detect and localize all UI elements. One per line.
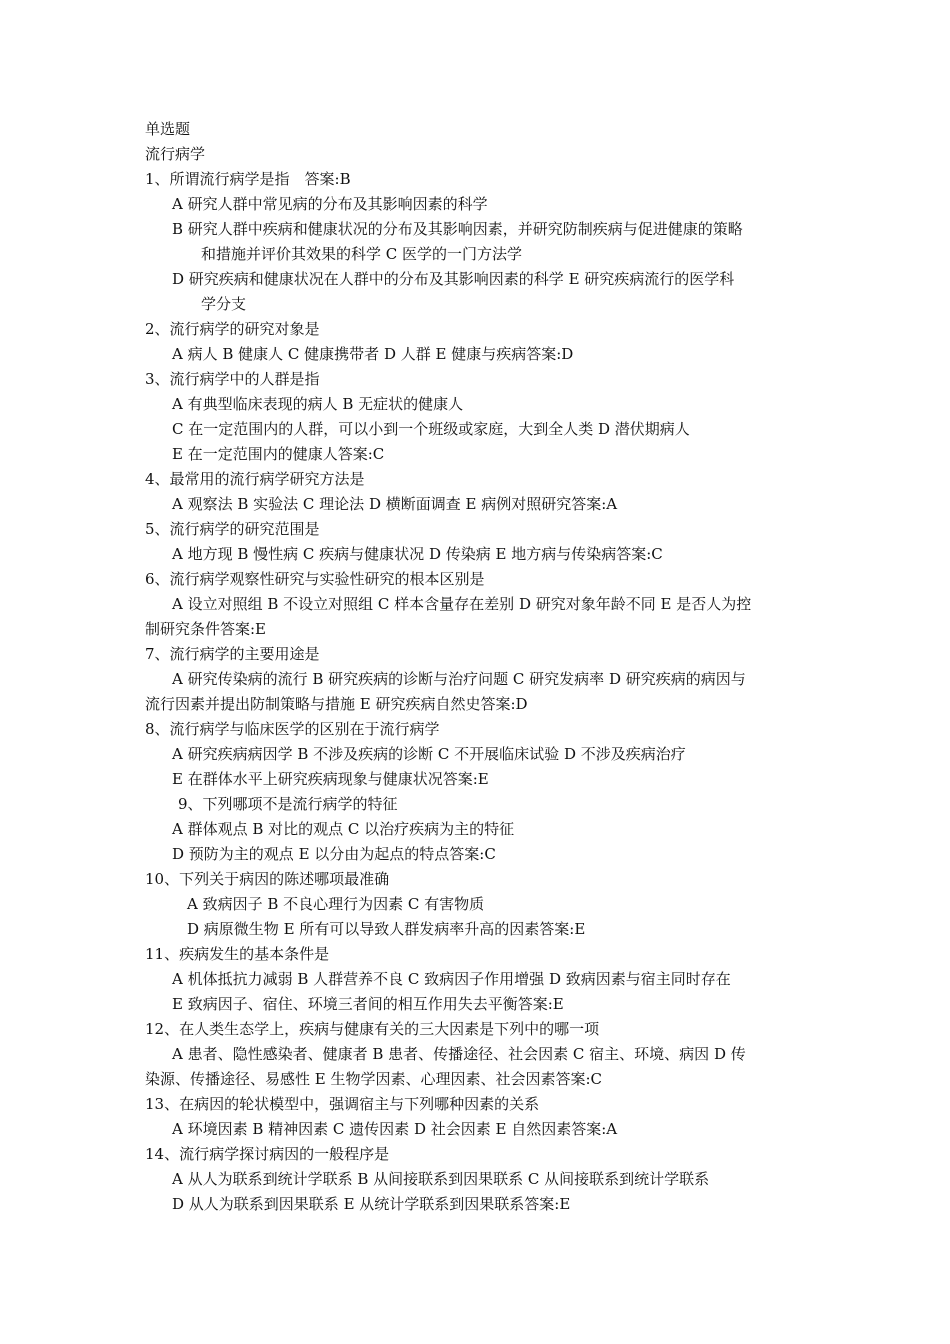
option-line: 学分支 [201,295,247,313]
option-line: 染源、传播途径、易感性 E 生物学因素、心理因素、社会因素答案:C [145,1070,603,1088]
option-line: D 预防为主的观点 E 以分由为起点的特点答案:C [172,845,496,863]
question-line: 9、下列哪项不是流行病学的特征 [178,795,398,813]
option-line: A 设立对照组 B 不设立对照组 C 样本含量存在差别 D 研究对象年龄不同 E 是否人为控 [172,595,752,613]
question-line: 4、最常用的流行病学研究方法是 [145,470,365,488]
option-line: C 在一定范围内的人群，可以小到一个班级或家庭，大到全人类 D 潜伏期病人 [172,420,690,438]
section-title: 流行病学 [145,145,206,163]
option-line: A 从人为联系到统计学联系 B 从间接联系到因果联系 C 从间接联系到统计学联系 [172,1170,710,1188]
question-line: 8、流行病学与临床医学的区别在于流行病学 [145,720,440,738]
option-line: E 在一定范围内的健康人答案:C [172,445,385,463]
option-line: 和措施并评价其效果的科学 C 医学的一门方法学 [201,245,523,263]
option-line: A 有典型临床表现的病人 B 无症状的健康人 [172,395,464,413]
question-line: 10、下列关于病因的陈述哪项最准确 [145,870,390,888]
question-line: 11、疾病发生的基本条件是 [145,945,330,963]
option-line: E 在群体水平上研究疾病现象与健康状况答案:E [172,770,489,788]
option-line: A 环境因素 B 精神因素 C 遗传因素 D 社会因素 E 自然因素答案:A [172,1120,618,1138]
question-line: 2、流行病学的研究对象是 [145,320,320,338]
option-line: D 研究疾病和健康状况在人群中的分布及其影响因素的科学 E 研究疾病流行的医学科 [172,270,735,288]
question-line: 6、流行病学观察性研究与实验性研究的根本区别是 [145,570,485,588]
option-line: A 观察法 B 实验法 C 理论法 D 横断面调查 E 病例对照研究答案:A [172,495,618,513]
option-line: A 地方现 B 慢性病 C 疾病与健康状况 D 传染病 E 地方病与传染病答案:C [172,545,663,563]
question-line: 7、流行病学的主要用途是 [145,645,320,663]
option-line: A 研究人群中常见病的分布及其影响因素的科学 [172,195,488,213]
option-line: 流行因素并提出防制策略与措施 E 研究疾病自然史答案:D [145,695,528,713]
question-line: 13、在病因的轮状模型中，强调宿主与下列哪种因素的关系 [145,1095,540,1113]
question-line: 1、所谓流行病学是指 答案:B [145,170,351,188]
option-line: A 研究传染病的流行 B 研究疾病的诊断与治疗问题 C 研究发病率 D 研究疾病的病因与 [172,670,746,688]
option-line: 制研究条件答案:E [145,620,267,638]
option-line: E 致病因子、宿住、环境三者间的相互作用失去平衡答案:E [172,995,564,1013]
option-line: A 致病因子 B 不良心理行为因素 C 有害物质 [187,895,485,913]
option-line: A 群体观点 B 对比的观点 C 以治疗疾病为主的特征 [172,820,515,838]
question-line: 5、流行病学的研究范围是 [145,520,320,538]
question-line: 12、在人类生态学上，疾病与健康有关的三大因素是下列中的哪一项 [145,1020,600,1038]
question-line: 14、流行病学探讨病因的一般程序是 [145,1145,390,1163]
option-line: B 研究人群中疾病和健康状况的分布及其影响因素，并研究防制疾病与促进健康的策略 [172,220,743,238]
option-line: A 机体抵抗力减弱 B 人群营养不良 C 致病因子作用增强 D 致病因素与宿主同时存在 [172,970,731,988]
document-heading: 单选题 [145,120,191,138]
option-line: A 患者、隐性感染者、健康者 B 患者、传播途径、社会因素 C 宿主、环境、病因 D 传 [172,1045,746,1063]
option-line: A 病人 B 健康人 C 健康携带者 D 人群 E 健康与疾病答案:D [172,345,574,363]
option-line: A 研究疾病病因学 B 不涉及疾病的诊断 C 不开展临床试验 D 不涉及疾病治疗 [172,745,686,763]
question-line: 3、流行病学中的人群是指 [145,370,320,388]
option-line: D 从人为联系到因果联系 E 从统计学联系到因果联系答案:E [172,1195,571,1213]
option-line: D 病原微生物 E 所有可以导致人群发病率升高的因素答案:E [187,920,586,938]
